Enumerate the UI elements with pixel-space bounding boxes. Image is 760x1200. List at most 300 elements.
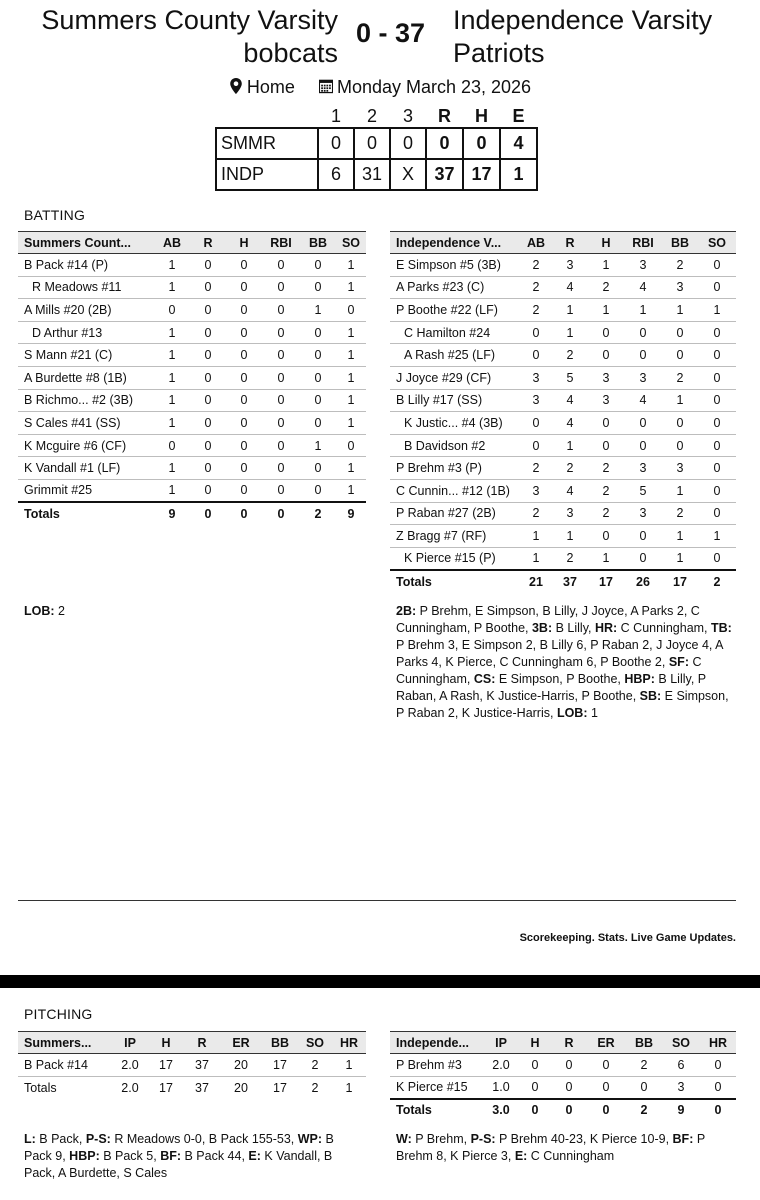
stat-cell: 3 <box>520 389 552 412</box>
stat-cell: 0 <box>300 389 336 412</box>
table-row <box>18 434 366 457</box>
notes-value: B Pack 5, <box>99 1149 161 1163</box>
stat-cell: 0 <box>662 344 698 367</box>
stat-cell: 0 <box>662 321 698 344</box>
totals-cell: 37 <box>184 1076 220 1099</box>
stat-cell: 0 <box>262 412 300 435</box>
stat-cell: 2.0 <box>484 1054 518 1077</box>
totals-cell: 2 <box>298 1076 332 1099</box>
stat-cell: 0 <box>300 412 336 435</box>
notes-value: R Meadows 0-0, B Pack 155-53, <box>110 1132 298 1146</box>
stat-cell: 0 <box>262 479 300 502</box>
column-header: BB <box>262 1032 298 1054</box>
column-header: SO <box>336 232 366 254</box>
totals-cell: 9 <box>154 502 190 525</box>
stat-cell: 0 <box>262 321 300 344</box>
stat-cell: 2 <box>626 1054 662 1077</box>
stat-cell: 0 <box>154 434 190 457</box>
player-name: A Mills #20 (2B) <box>18 299 154 322</box>
table-row <box>390 344 736 367</box>
linescore-header-runs: R <box>438 106 451 126</box>
stat-cell: 0 <box>226 434 262 457</box>
column-header-team: Summers Count... <box>18 232 154 254</box>
player-name: Grimmit #25 <box>18 479 154 502</box>
stat-cell: 2 <box>662 502 698 525</box>
notes-value: B Pack, <box>35 1132 86 1146</box>
linescore-header-hits: H <box>475 106 488 126</box>
stat-cell: 3 <box>624 254 662 277</box>
totals-cell: 9 <box>336 502 366 525</box>
linescore-inning: X <box>390 159 426 190</box>
stat-cell: 0 <box>586 1054 626 1077</box>
player-name: B Pack #14 (P) <box>18 254 154 277</box>
stat-cell: 0 <box>190 321 226 344</box>
linescore-hits: 17 <box>463 159 500 190</box>
linescore-inning: 31 <box>354 159 390 190</box>
player-name: A Rash #25 (LF) <box>390 344 520 367</box>
stat-cell: 0 <box>698 276 736 299</box>
linescore-header-inning: 3 <box>402 106 413 126</box>
stat-cell: 0 <box>520 344 552 367</box>
totals-cell: 0 <box>190 502 226 525</box>
linescore-hits: 0 <box>463 128 500 159</box>
table-row <box>390 412 736 435</box>
stat-cell: 0 <box>700 1054 736 1077</box>
player-name: B Lilly #17 (SS) <box>390 389 520 412</box>
stat-cell: 0 <box>698 366 736 389</box>
stat-cell: 17 <box>148 1054 184 1077</box>
stat-cell: 1 <box>624 299 662 322</box>
stat-cell: 0 <box>190 434 226 457</box>
column-header: AB <box>154 232 190 254</box>
stat-cell: 3 <box>662 276 698 299</box>
linescore-table <box>215 106 538 191</box>
column-header: HR <box>332 1032 366 1054</box>
stat-cell: 2 <box>520 502 552 525</box>
stat-cell: 5 <box>624 479 662 502</box>
stat-cell: 0 <box>588 344 624 367</box>
notes-label: BF: <box>160 1149 182 1163</box>
stat-cell: 4 <box>552 389 588 412</box>
table-row <box>18 479 366 502</box>
column-header: H <box>518 1032 552 1054</box>
stat-cell: 0 <box>262 254 300 277</box>
linescore-runs: 37 <box>426 159 463 190</box>
table-row <box>390 1054 736 1077</box>
table-row <box>390 502 736 525</box>
notes-label: LOB: <box>24 604 55 618</box>
notes-value: P Brehm, <box>411 1132 471 1146</box>
away-batting-notes <box>396 603 738 722</box>
notes-label: TB: <box>711 621 732 635</box>
totals-row <box>390 570 736 593</box>
stat-cell: 1 <box>698 299 736 322</box>
stat-cell: 3 <box>624 366 662 389</box>
pitching-section-title: PITCHING <box>24 1006 93 1022</box>
table-row <box>390 276 736 299</box>
player-name: B Davidson #2 <box>390 434 520 457</box>
column-header: H <box>148 1032 184 1054</box>
stat-cell: 0 <box>662 412 698 435</box>
totals-cell: 17 <box>262 1076 298 1099</box>
notes-label: WP: <box>297 1132 323 1146</box>
stat-cell: 0 <box>336 434 366 457</box>
stat-cell: 1 <box>662 479 698 502</box>
stat-cell: 0 <box>520 321 552 344</box>
player-name: A Burdette #8 (1B) <box>18 366 154 389</box>
totals-row <box>18 502 366 525</box>
table-row <box>18 344 366 367</box>
totals-label: Totals <box>390 1099 484 1122</box>
totals-cell: 0 <box>262 502 300 525</box>
stat-cell: 0 <box>190 344 226 367</box>
stat-cell: 3 <box>624 457 662 480</box>
stat-cell: 3 <box>520 479 552 502</box>
notes-label: BF: <box>672 1132 694 1146</box>
linescore-header-inning: 1 <box>330 106 341 126</box>
notes-label: LOB: <box>556 706 588 720</box>
stat-cell: 0 <box>190 276 226 299</box>
stat-cell: 2 <box>662 366 698 389</box>
table-header <box>390 232 736 254</box>
stat-cell: 0 <box>698 547 736 570</box>
totals-cell: 26 <box>624 570 662 593</box>
linescore-row-away <box>216 159 537 190</box>
away-team-line2: Patriots <box>453 38 545 68</box>
notes-value: K Vandall, B Pack, A Burdette, S Cales <box>24 1149 333 1180</box>
stat-cell: 1.0 <box>484 1076 518 1099</box>
stat-cell: 1 <box>662 547 698 570</box>
map-pin-icon <box>229 78 243 94</box>
game-meta <box>0 76 760 98</box>
table-row <box>390 366 736 389</box>
linescore-runs: 0 <box>426 128 463 159</box>
totals-cell: 0 <box>518 1099 552 1122</box>
column-header: SO <box>298 1032 332 1054</box>
stat-cell: 0 <box>588 321 624 344</box>
stat-cell: 0 <box>300 254 336 277</box>
stat-cell: 0 <box>520 412 552 435</box>
notes-label: SF: <box>668 655 689 669</box>
stat-cell: 0 <box>226 479 262 502</box>
stat-cell: 0 <box>190 254 226 277</box>
stat-cell: 0 <box>262 299 300 322</box>
table-row <box>390 299 736 322</box>
table-row <box>18 1054 366 1077</box>
stat-cell: 1 <box>662 389 698 412</box>
stat-cell: 1 <box>300 299 336 322</box>
linescore-errors: 4 <box>500 128 537 159</box>
stat-cell: 0 <box>520 434 552 457</box>
stat-cell: 3 <box>552 254 588 277</box>
notes-value: P Brehm, E Simpson, B Lilly, J Joyce, A Parks 2, C Cunningham, P Boothe, <box>396 604 700 635</box>
stat-cell: 0 <box>300 321 336 344</box>
stat-cell: 1 <box>336 412 366 435</box>
stat-cell: 0 <box>698 434 736 457</box>
table-row <box>390 254 736 277</box>
totals-cell: 17 <box>148 1076 184 1099</box>
stat-cell: 1 <box>552 321 588 344</box>
linescore-inning: 0 <box>390 128 426 159</box>
table-header <box>18 1032 366 1054</box>
stat-cell: 0 <box>262 366 300 389</box>
stat-cell: 2 <box>552 344 588 367</box>
final-score: 0 - 37 <box>356 18 426 48</box>
stat-cell: 0 <box>190 389 226 412</box>
home-pitching-table <box>18 1031 366 1099</box>
notes-value: B Lilly, P Raban, A Rash, K Justice-Harris, P Boothe, <box>396 672 706 703</box>
stat-cell: 0 <box>190 457 226 480</box>
column-header: RBI <box>262 232 300 254</box>
notes-label: HBP: <box>624 672 655 686</box>
column-header: AB <box>520 232 552 254</box>
stat-cell: 1 <box>154 321 190 344</box>
notes-label: E: <box>514 1149 528 1163</box>
stat-cell: 4 <box>552 412 588 435</box>
notes-label: P-S: <box>470 1132 496 1146</box>
column-header: HR <box>700 1032 736 1054</box>
player-name: C Cunnin... #12 (1B) <box>390 479 520 502</box>
stat-cell: 1 <box>588 299 624 322</box>
stat-cell: 0 <box>300 479 336 502</box>
stat-cell: 1 <box>336 321 366 344</box>
stat-cell: 0 <box>262 434 300 457</box>
player-name: Z Bragg #7 (RF) <box>390 525 520 548</box>
column-header-team: Independe... <box>390 1032 484 1054</box>
totals-cell: 3.0 <box>484 1099 518 1122</box>
stat-cell: 0 <box>190 299 226 322</box>
totals-cell: 2 <box>626 1099 662 1122</box>
stat-cell: 1 <box>154 412 190 435</box>
stat-cell: 1 <box>154 389 190 412</box>
stat-cell: 0 <box>552 1054 586 1077</box>
notes-label: HBP: <box>69 1149 100 1163</box>
stat-cell: 1 <box>698 525 736 548</box>
notes-value: 1 <box>587 706 598 720</box>
column-header: R <box>184 1032 220 1054</box>
date-text: Monday March 23, 2026 <box>336 76 532 97</box>
stat-cell: 1 <box>154 479 190 502</box>
stat-cell: 0 <box>624 321 662 344</box>
stat-cell: 0 <box>624 412 662 435</box>
stat-cell: 37 <box>184 1054 220 1077</box>
stat-cell: 0 <box>698 457 736 480</box>
column-header: R <box>190 232 226 254</box>
column-header-team: Summers... <box>18 1032 112 1054</box>
totals-cell: 1 <box>332 1076 366 1099</box>
column-header: BB <box>300 232 336 254</box>
stat-cell: 0 <box>586 1076 626 1099</box>
stat-cell: 4 <box>624 389 662 412</box>
stat-cell: 0 <box>262 389 300 412</box>
notes-value: C Cunningham, <box>396 655 702 686</box>
stat-cell: 0 <box>700 1076 736 1099</box>
player-name: K Pierce #15 (P) <box>390 547 520 570</box>
table-row <box>18 366 366 389</box>
stat-cell: 0 <box>226 457 262 480</box>
notes-label: SB: <box>639 689 662 703</box>
totals-cell: 21 <box>520 570 552 593</box>
stat-cell: 0 <box>588 525 624 548</box>
totals-label: Totals <box>18 1076 112 1099</box>
table-row <box>390 434 736 457</box>
linescore-row-home <box>216 128 537 159</box>
player-name: E Simpson #5 (3B) <box>390 254 520 277</box>
home-team-name <box>41 4 338 70</box>
notes-value: 2 <box>54 604 65 618</box>
linescore-inning: 0 <box>354 128 390 159</box>
notes-value: E Simpson, P Raban 2, K Justice-Harris, <box>396 689 729 720</box>
stat-cell: 0 <box>698 412 736 435</box>
stat-cell: 0 <box>300 344 336 367</box>
table-row <box>390 525 736 548</box>
table-row <box>18 457 366 480</box>
column-header: SO <box>698 232 736 254</box>
stat-cell: 1 <box>662 299 698 322</box>
player-name: C Hamilton #24 <box>390 321 520 344</box>
table-row <box>390 321 736 344</box>
stat-cell: 0 <box>226 299 262 322</box>
stat-cell: 1 <box>336 479 366 502</box>
stat-cell: 3 <box>588 366 624 389</box>
notes-value: C Cunningham, <box>617 621 712 635</box>
stat-cell: 2 <box>588 502 624 525</box>
totals-label: Totals <box>390 570 520 593</box>
totals-cell: 2 <box>698 570 736 593</box>
stat-cell: 2 <box>588 479 624 502</box>
stat-cell: 0 <box>300 457 336 480</box>
stat-cell: 17 <box>262 1054 298 1077</box>
away-team-line1: Independence Varsity <box>453 5 713 35</box>
totals-cell: 37 <box>552 570 588 593</box>
player-name: P Boothe #22 (LF) <box>390 299 520 322</box>
home-team-line2: bobcats <box>243 38 338 68</box>
player-name: B Pack #14 <box>18 1054 112 1077</box>
game-header <box>0 0 760 70</box>
away-pitching-table <box>390 1031 736 1121</box>
notes-label: HR: <box>594 621 618 635</box>
page-separator-bar <box>0 975 760 988</box>
player-name: P Brehm #3 <box>390 1054 484 1077</box>
stat-cell: 0 <box>262 344 300 367</box>
linescore-inning: 6 <box>318 159 354 190</box>
stat-cell: 0 <box>698 479 736 502</box>
stat-cell: 1 <box>552 525 588 548</box>
totals-label: Totals <box>18 502 154 525</box>
linescore-header-inning: 2 <box>366 106 377 126</box>
stat-cell: 2 <box>588 457 624 480</box>
stat-cell: 0 <box>262 276 300 299</box>
player-name: K Vandall #1 (LF) <box>18 457 154 480</box>
column-header: H <box>588 232 624 254</box>
notes-value: B Pack 9, <box>24 1132 334 1163</box>
stat-cell: 0 <box>190 479 226 502</box>
table-row <box>390 389 736 412</box>
notes-label: E: <box>248 1149 261 1163</box>
table-row <box>390 479 736 502</box>
stat-cell: 0 <box>624 547 662 570</box>
table-row <box>18 412 366 435</box>
stat-cell: 2 <box>662 254 698 277</box>
column-header: RBI <box>624 232 662 254</box>
stat-cell: 3 <box>552 502 588 525</box>
stat-cell: 0 <box>190 412 226 435</box>
stat-cell: 2 <box>298 1054 332 1077</box>
stat-cell: 0 <box>300 276 336 299</box>
stat-cell: 3 <box>624 502 662 525</box>
stat-cell: 0 <box>226 344 262 367</box>
stat-cell: 0 <box>588 412 624 435</box>
stat-cell: 20 <box>220 1054 262 1077</box>
stat-cell: 4 <box>624 276 662 299</box>
notes-label: CS: <box>473 672 496 686</box>
notes-label: L: <box>24 1132 36 1146</box>
player-name: K Pierce #15 <box>390 1076 484 1099</box>
table-row <box>18 321 366 344</box>
calendar-icon <box>319 78 333 94</box>
player-name: P Raban #27 (2B) <box>390 502 520 525</box>
notes-value: P Brehm 40-23, K Pierce 10-9, <box>495 1132 673 1146</box>
notes-value: B Pack 44, <box>181 1149 249 1163</box>
notes-value: C Cunningham <box>527 1149 615 1163</box>
stat-cell: 0 <box>588 434 624 457</box>
stat-cell: 2 <box>552 547 588 570</box>
home-team-line1: Summers County Varsity <box>41 5 338 35</box>
stat-cell: 2 <box>520 276 552 299</box>
stat-cell: 3 <box>662 457 698 480</box>
stat-cell: 0 <box>154 299 190 322</box>
totals-row <box>390 1099 736 1122</box>
stat-cell: 0 <box>698 321 736 344</box>
player-name: S Cales #41 (SS) <box>18 412 154 435</box>
player-name: K Justic... #4 (3B) <box>390 412 520 435</box>
stat-cell: 1 <box>336 344 366 367</box>
stat-cell: 1 <box>336 457 366 480</box>
notes-label: 3B: <box>531 621 553 635</box>
away-batting-table <box>390 231 736 592</box>
table-row <box>18 299 366 322</box>
stat-cell: 0 <box>552 1076 586 1099</box>
player-name: D Arthur #13 <box>18 321 154 344</box>
column-header: IP <box>484 1032 518 1054</box>
stat-cell: 1 <box>588 254 624 277</box>
totals-cell: 0 <box>226 502 262 525</box>
away-team-name <box>453 4 712 70</box>
stat-cell: 0 <box>698 389 736 412</box>
stat-cell: 0 <box>226 254 262 277</box>
player-name: R Meadows #11 <box>18 276 154 299</box>
totals-cell: 0 <box>586 1099 626 1122</box>
stat-cell: 2 <box>520 299 552 322</box>
stat-cell: 1 <box>154 457 190 480</box>
player-name: A Parks #23 (C) <box>390 276 520 299</box>
linescore-team: INDP <box>216 159 318 190</box>
notes-label: 2B: <box>396 604 417 618</box>
linescore-team: SMMR <box>216 128 318 159</box>
column-header: SO <box>662 1032 700 1054</box>
stat-cell: 0 <box>262 457 300 480</box>
stat-cell: 0 <box>226 412 262 435</box>
home-batting-notes <box>24 603 354 620</box>
column-header-team: Independence V... <box>390 232 520 254</box>
column-header: BB <box>626 1032 662 1054</box>
linescore-errors: 1 <box>500 159 537 190</box>
stat-cell: 6 <box>662 1054 700 1077</box>
stat-cell: 1 <box>588 547 624 570</box>
linescore-header-errors: E <box>512 106 525 126</box>
table-row <box>390 1076 736 1099</box>
column-header: R <box>552 1032 586 1054</box>
